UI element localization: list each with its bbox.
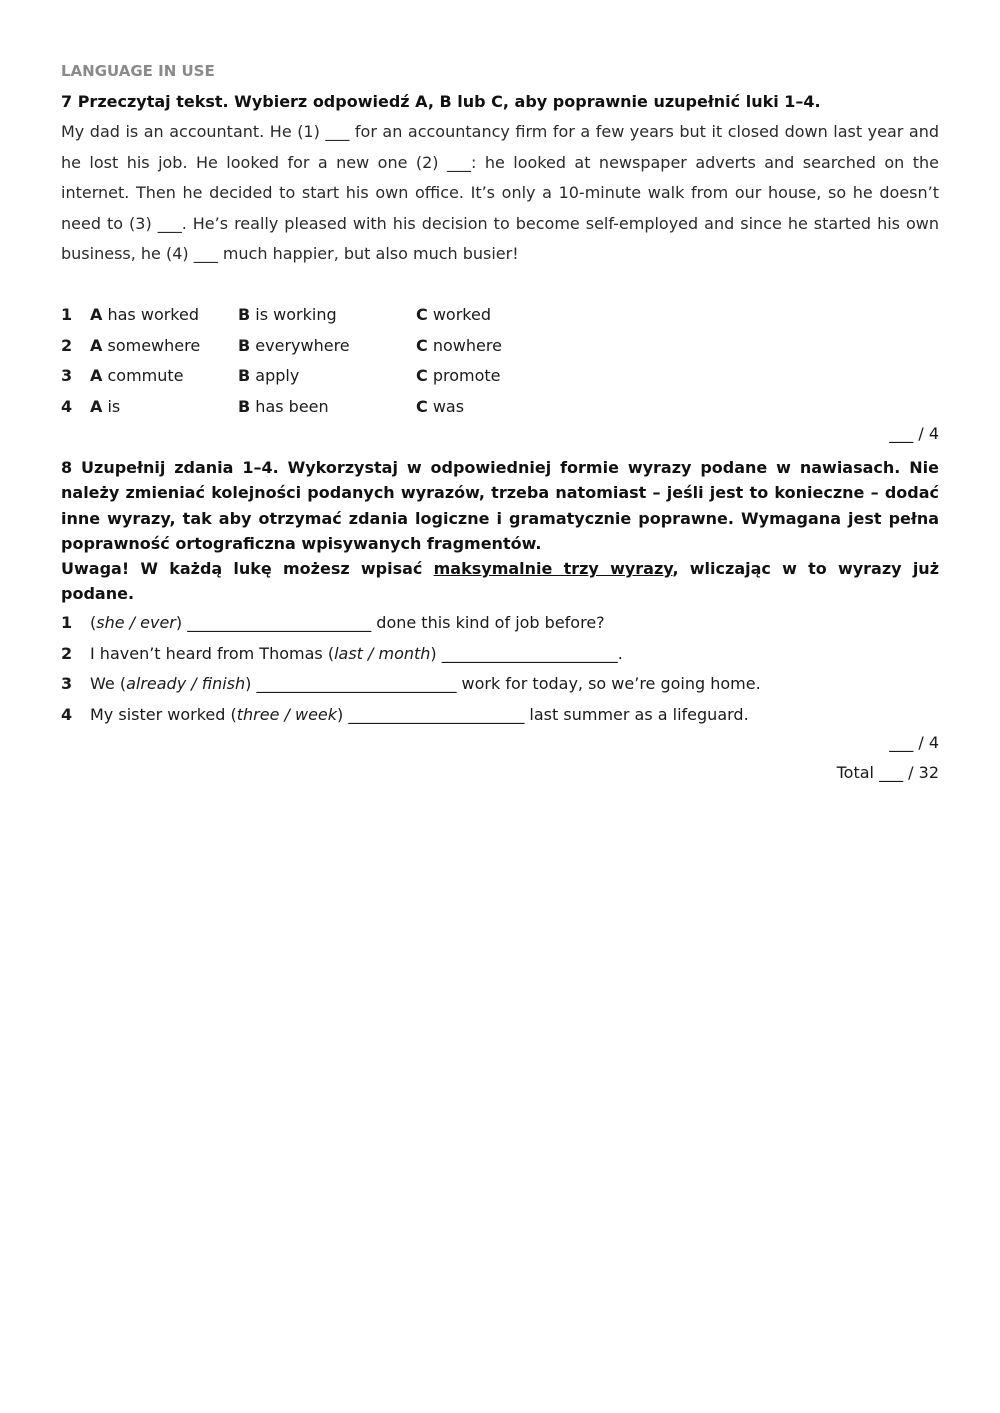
option-a[interactable]: A commute xyxy=(90,366,184,385)
task7-score: ___ / 4 xyxy=(889,424,939,443)
option-row-3 xyxy=(61,361,939,392)
option-row-1 xyxy=(61,300,939,331)
task8-sentences xyxy=(61,608,939,730)
option-a[interactable]: A is xyxy=(90,396,121,416)
sentence-text: My sister worked (three / week) ______________________ last summer as a lifeguard. xyxy=(90,704,749,724)
option-row-2 xyxy=(61,331,939,362)
task8-note: Uwaga! W każdą lukę możesz wpisać maksymalnie trzy wyrazy, wliczając w to wyrazy już podane. xyxy=(61,559,940,604)
task7-passage: My dad is an accountant. He (1) ___ for an accountancy firm for a few years but it closed down last year and he lost his job. He looked for a new one (2) ___: he looked at newspaper adverts and searched on the internet. Then he decided to start his own office. It’s only a 10-minute walk from our house, so he doesn’t need to (3) ___. He’s really pleased with his decision to become self-employed and since he started his own business, he (4) ___ much happier, but also much busier! xyxy=(61,122,939,264)
option-c[interactable]: C worked xyxy=(416,305,491,324)
option-number: 4 xyxy=(61,396,73,416)
option-b[interactable]: B has been xyxy=(238,396,329,416)
option-a[interactable]: A somewhere xyxy=(90,335,201,355)
sentence-number: 2 xyxy=(61,643,73,663)
task7-options xyxy=(61,300,939,422)
option-b[interactable]: B everywhere xyxy=(238,335,350,355)
answer-blank[interactable]: ______________________ xyxy=(441,643,618,663)
sentence-row-2 xyxy=(61,639,939,670)
total-score: Total ___ / 32 xyxy=(836,763,939,782)
sentence-row-4 xyxy=(61,700,939,731)
sentence-number: 3 xyxy=(61,674,73,693)
option-c[interactable]: C nowhere xyxy=(416,335,502,355)
option-b[interactable]: B apply xyxy=(238,366,300,385)
sentence-number: 4 xyxy=(61,704,73,724)
task8-title: 8 Uzupełnij zdania 1–4. Wykorzystaj w odpowiedniej formie wyrazy podane w nawiasach. Nie należy zmieniać kolejności podanych wyrazów, trzeba natomiast – jeśli jest to konieczne – dodać inne wyrazy, tak aby otrzymać zdania logiczne i gramatycznie poprawne. Wymagana jest pełna poprawność ortograficzna wpisywanych fragmentów. xyxy=(61,458,939,553)
sentence-text: I haven’t heard from Thomas (last / month) ______________________. xyxy=(90,643,623,663)
option-c[interactable]: C promote xyxy=(416,366,501,385)
task8-score: ___ / 4 xyxy=(889,733,939,752)
sentence-row-1 xyxy=(61,608,939,639)
task7-title: 7 Przeczytaj tekst. Wybierz odpowiedź A, B lub C, aby poprawnie uzupełnić luki 1–4. xyxy=(61,92,821,111)
option-number: 1 xyxy=(61,305,73,324)
sentence-number: 1 xyxy=(61,613,73,632)
option-number: 2 xyxy=(61,335,73,355)
option-b[interactable]: B is working xyxy=(238,305,337,324)
section-label: LANGUAGE IN USE xyxy=(61,62,215,80)
option-a[interactable]: A has worked xyxy=(90,305,199,324)
answer-blank[interactable]: ______________________ xyxy=(348,704,525,724)
sentence-text: We (already / finish) _________________________ work for today, so we’re going home. xyxy=(90,674,761,693)
option-c[interactable]: C was xyxy=(416,396,465,416)
answer-blank[interactable]: _________________________ xyxy=(256,674,457,693)
option-row-4 xyxy=(61,392,939,423)
task8-instructions xyxy=(61,455,939,607)
answer-blank[interactable]: _______________________ xyxy=(187,613,372,632)
sentence-text: (she / ever) _______________________ done this kind of job before? xyxy=(90,613,605,632)
sentence-row-3 xyxy=(61,669,939,700)
option-number: 3 xyxy=(61,366,73,385)
